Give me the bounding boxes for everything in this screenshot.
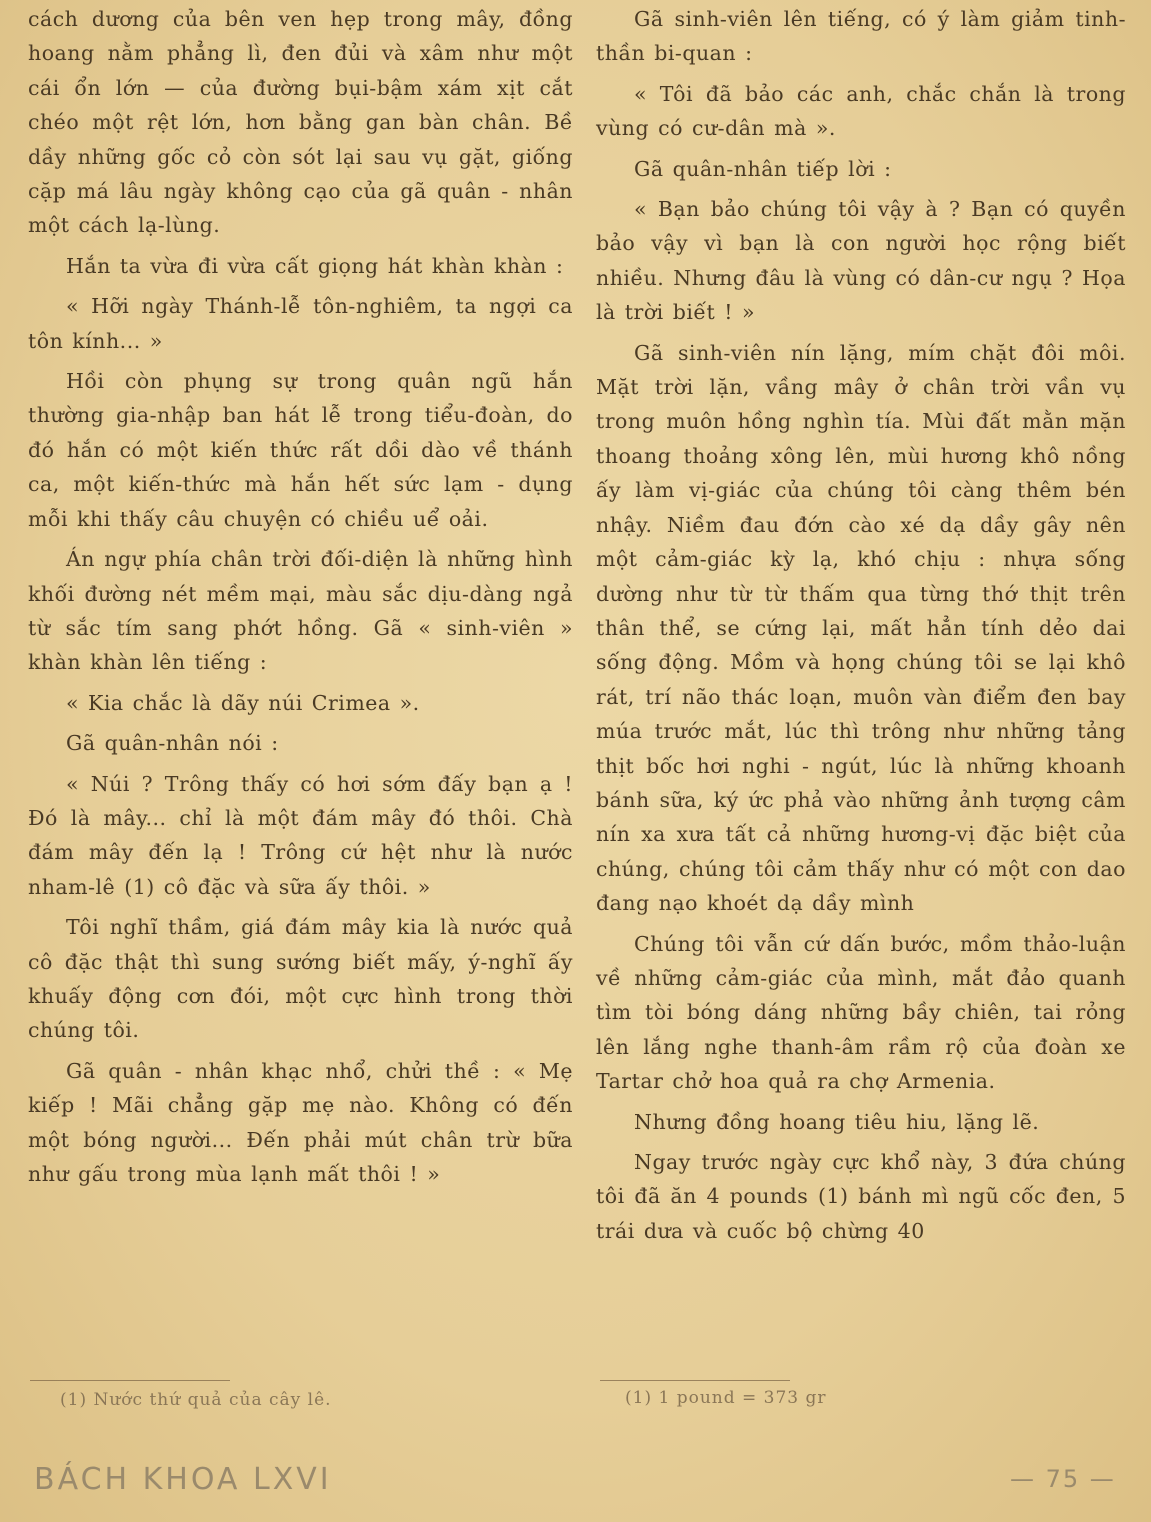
paragraph: Nhưng đồng hoang tiêu hiu, lặng lẽ.	[634, 1109, 1040, 1134]
paragraph: Gã quân-nhân tiếp lời :	[634, 156, 892, 181]
page-number: — 75 —	[1010, 1465, 1116, 1493]
paragraph: Án ngự phía chân trời đối-diện là những hình khối đường nét mềm mại, màu sắc dịu-dàng ngả từ sắc tím sang phớt hồng. Gã « sinh-viên » khàn khàn lên tiếng :	[28, 547, 573, 675]
paragraph: « Hỡi ngày Thánh-lễ tôn-nghiêm, ta ngợi ca tôn kính... »	[28, 294, 573, 353]
paragraph: Ngay trước ngày cực khổ này, 3 đứa chúng tôi đã ăn 4 pounds (1) bánh mì ngũ cốc đen, 5 trái dưa và cuốc bộ chừng 40	[596, 1150, 1126, 1243]
left-footnote: (1) Nước thứ quả của cây lê.	[60, 1390, 332, 1410]
paragraph: Gã quân-nhân nói :	[66, 731, 279, 756]
paragraph: Chúng tôi vẫn cứ dấn bước, mồm thảo-luận về những cảm-giác của mình, mắt đảo quanh tìm tòi bóng dáng những bầy chiên, tai rỏng lên lắng nghe thanh-âm rầm rộ của đoàn xe Tartar chở hoa quả ra chợ Armenia.	[596, 931, 1126, 1094]
paragraph: Gã sinh-viên nín lặng, mím chặt đôi môi. Mặt trời lặn, vầng mây ở chân trời vần vụ trong muôn hồng nghìn tía. Mùi đất mằn mặn thoang thoảng xông lên, mùi hương khô nồng ấy làm vị-giác của chúng tôi càng thêm bén nhậy. Niềm đau đớn cào xé dạ dầy gây nên một cảm-giác kỳ lạ, khó chịu : nhựa sống dường như từ từ thấm qua từng thớ thịt trên thân thể, se cứng lại, mất hẳn tính dẻo dai sống động. Mồm và họng chúng tôi se lại khô rát, trí não thác loạn, muôn vàn điểm đen bay múa trước mắt, lúc thì trông như những tảng thịt bốc hơi nghi - ngút, lúc là những khoanh bánh sữa, ký ức phả vào những ảnh tượng câm nín xa xưa tất cả những hương-vị đặc biệt của chúng, chúng tôi cảm thấy như có một con dao đang nạo khoét dạ dầy mình	[596, 340, 1126, 916]
left-column	[28, 2, 573, 1191]
footnote-rule	[600, 1380, 790, 1381]
paragraph: « Tôi đã bảo các anh, chắc chắn là trong vùng có cư-dân mà ».	[596, 81, 1126, 141]
paragraph: Hồi còn phụng sự trong quân ngũ hắn thường gia-nhập ban hát lễ trong tiểu-đoàn, do đó hắn có một kiến thức rất dồi dào về thánh ca, một kiến-thức mà hắn hết sức lạm - dụng mỗi khi thấy câu chuyện có chiều uể oải.	[28, 369, 573, 531]
paragraph: « Kia chắc là dãy núi Crimea ».	[66, 690, 420, 715]
paragraph: « Bạn bảo chúng tôi vậy à ? Bạn có quyền bảo vậy vì bạn là con người học rộng biết nhiều. Nhưng đâu là vùng có dân-cư ngụ ? Họa là trời biết ! »	[596, 197, 1126, 325]
paragraph: Gã quân - nhân khạc nhổ, chửi thề : « Mẹ kiếp ! Mãi chẳng gặp mẹ nào. Không có đến một bóng người... Đến phải mút chân trừ bữa như gấu trong mùa lạnh mất thôi ! »	[28, 1058, 573, 1186]
paragraph: « Núi ? Trông thấy có hơi sớm đấy bạn ạ ! Đó là mây... chỉ là một đám mây đó thôi. Chà đám mây đến lạ ! Trông cứ hệt như là nước nham-lê (1) cô đặc và sữa ấy thôi. »	[28, 771, 573, 899]
right-column	[596, 2, 1126, 1248]
paragraph: cách dương của bên ven hẹp trong mây, đồng hoang nằm phẳng lì, đen đủi và xâm như một cái ổn lớn — của đường bụi-bậm xám xịt cắt chéo một rệt lớn, hơn bằng gan bàn chân. Bề dầy những gốc cỏ còn sót lại sau vụ gặt, giống cặp má lâu ngày không cạo của gã quân - nhân một cách lạ-lùng.	[28, 7, 573, 238]
paragraph: Gã sinh-viên lên tiếng, có ý làm giảm tinh-thần bi-quan :	[596, 7, 1126, 66]
footnote-rule	[30, 1380, 230, 1381]
right-footnote: (1) 1 pound = 373 gr	[625, 1388, 827, 1408]
paragraph: Tôi nghĩ thầm, giá đám mây kia là nước quả cô đặc thật thì sung sướng biết mấy, ý-nghĩ ấy khuấy động cơn đói, một cực hình trong thời chúng tôi.	[28, 915, 573, 1043]
magazine-title: BÁCH KHOA LXVI	[34, 1462, 332, 1497]
paragraph: Hắn ta vừa đi vừa cất giọng hát khàn khàn :	[66, 253, 564, 278]
